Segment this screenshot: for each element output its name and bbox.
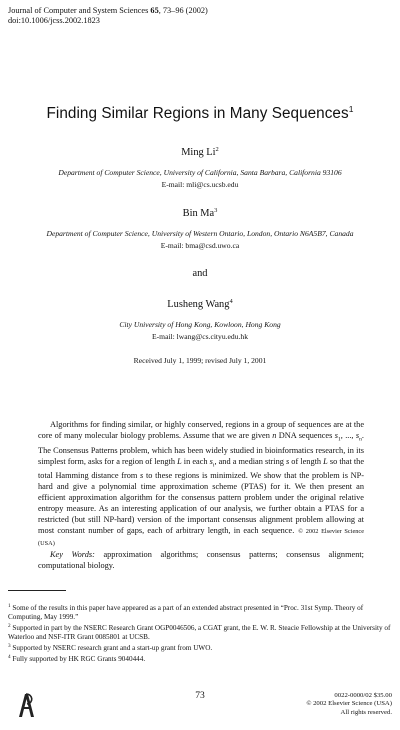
- page-number: 73: [195, 690, 205, 701]
- author-separator: and: [192, 268, 208, 279]
- author-footnote-mark: 4: [229, 298, 233, 305]
- author-email: E-mail: bma@csd.uwo.ca: [160, 241, 240, 250]
- rights-notice: All rights reserved.: [340, 708, 392, 716]
- publisher-copyright: © 2002 Elsevier Science (USA): [306, 700, 392, 708]
- author-name: Bin Ma$^3$: [182, 207, 218, 219]
- doi: doi:10.1006/jcss.2002.1823: [8, 15, 100, 25]
- author-email: E-mail: lwang@cs.cityu.edu.hk: [152, 332, 248, 341]
- journal-citation: [8, 6, 208, 16]
- author-name: Lusheng Wang$^4$: [167, 298, 233, 310]
- title-footnote-mark: 1: [348, 104, 354, 114]
- issn-price: 0022-0000/02 $35.00: [334, 692, 392, 699]
- footnotes: [8, 602, 392, 665]
- journal-pages: , 73–96 (2002): [158, 6, 208, 15]
- journal-header: [8, 6, 208, 25]
- abstract: [38, 420, 364, 572]
- author-footnote-mark: 3: [214, 207, 218, 214]
- author-name: Ming Li$^2$: [181, 146, 219, 158]
- author-affiliation: City University of Hong Kong, Kowloon, Hong Kong: [119, 320, 281, 329]
- footnote: $^4$ Fully supported by HK RGC Grants 9040444.: [8, 654, 146, 664]
- author-affiliation: Department of Computer Science, University of California, Santa Barbara, California 93106: [58, 168, 342, 177]
- author-email: E-mail: mli@cs.ucsb.edu: [161, 180, 239, 189]
- footnote: $^3$ Supported by NSERC research grant and a start-up grant from UWO.: [8, 643, 213, 653]
- footnote: $^2$ Supported in part by the NSERC Research Grant OGP0046506, a CGAT grant, the E. W. R. Steacie Fellowship at the University of Waterloo and NSF-ITR Grant 0085801 at UCSB.: [8, 623, 391, 642]
- keywords: [38, 550, 364, 572]
- abstract-text: Algorithms for finding similar, or highly conserved, regions in a group of sequences are at the core of many molecular biology problems. Assume that we are given n DNA sequences $s_1$, ..., $s_n$. The Consensus Patterns problem, which has been widely studied in bioinformatics research, in its simplest form, asks for a region of length L in each $s_i$, and a median string s of length L so that the total Hamming distance from s to these regions is minimized. We show that the problem is NP-hard and give a polynomial time approximation scheme (PTAS) for it. We then present an efficient approximation algorithm for the consensus pattern problem under the original relative entropy measure. As an interesting application of our analysis, we further obtain a PTAS for a restricted (but still NP-hard) version of the important consensus alignment problem allowing at most constant number of gaps, each of arbitrary length, in each sequence. © 2002 Elsevier Science (USA): [38, 420, 365, 547]
- publisher-info: [252, 692, 392, 717]
- received-dates: Received July 1, 1999; revised July 1, 2001: [133, 356, 267, 365]
- paper-title: [0, 104, 400, 123]
- journal-volume: 65: [150, 6, 159, 15]
- journal-name: Journal of Computer and System Sciences: [8, 6, 149, 15]
- author-footnote-mark: 2: [215, 146, 219, 153]
- author-affiliation: Department of Computer Science, University of Western Ontario, London, Ontario N6A5B7, Canada: [46, 229, 354, 238]
- keywords-label: Key Words:: [50, 549, 95, 559]
- copyright-notice: © 2002 Elsevier Science (USA): [38, 527, 365, 547]
- keywords-list: approximation algorithms; consensus patterns; consensus alignment; computational biology.: [38, 549, 364, 570]
- footnote: $^1$ Some of the results in this paper have appeared as a part of an extended abstract presented in “Proc. 31st Symp. Theory of Computing, May 1999.”: [8, 603, 364, 622]
- footnote-divider: [8, 590, 66, 591]
- paper-title-text: Finding Similar Regions in Many Sequences: [46, 105, 349, 122]
